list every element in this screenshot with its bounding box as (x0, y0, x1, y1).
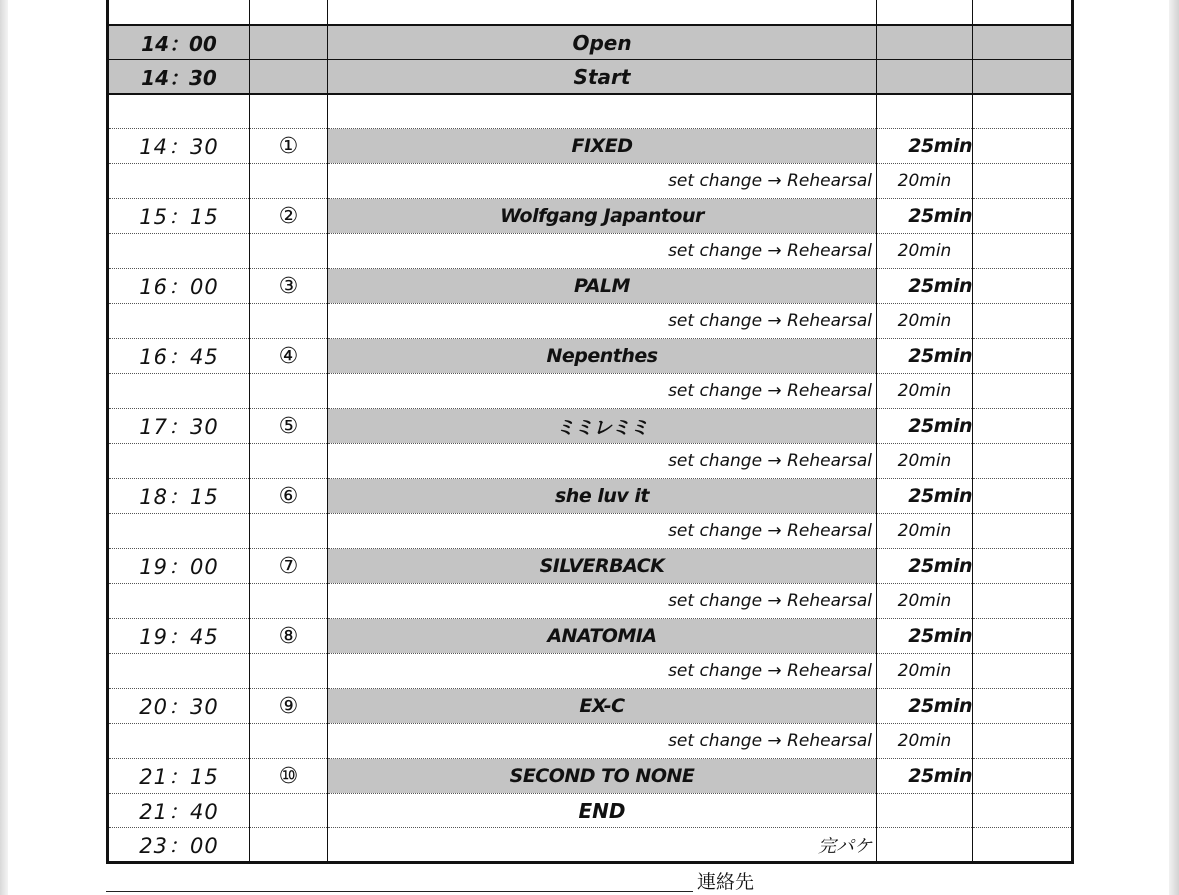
extra-cell (973, 129, 1073, 164)
performance-row (108, 619, 1073, 654)
performer-name: she luv it (328, 479, 877, 514)
performance-duration: 25min (877, 409, 973, 444)
empty-time-cell (108, 654, 250, 689)
performance-number: ① (250, 129, 328, 164)
contact-line (106, 891, 693, 892)
performer-name: EX-C (328, 689, 877, 724)
performer-name: ミミレミミ (328, 409, 877, 444)
gap-row (108, 94, 1073, 129)
set-change-duration: 20min (877, 234, 973, 269)
empty-time-cell (108, 164, 250, 199)
performance-row (108, 689, 1073, 724)
performer-name: ANATOMIA (328, 619, 877, 654)
set-change-row (108, 584, 1073, 619)
extra-cell (973, 654, 1073, 689)
performance-row (108, 759, 1073, 794)
performance-time: 17：30 (108, 409, 250, 444)
extra-cell (973, 759, 1073, 794)
performer-name: Nepenthes (328, 339, 877, 374)
extra-cell (973, 409, 1073, 444)
performance-row (108, 129, 1073, 164)
set-change-duration: 20min (877, 374, 973, 409)
set-change-label: set change → Rehearsal (328, 304, 877, 339)
set-change-duration: 20min (877, 724, 973, 759)
finish-row (108, 828, 1073, 863)
set-change-label: set change → Rehearsal (328, 234, 877, 269)
empty-num-cell (250, 584, 328, 619)
performance-number: ③ (250, 269, 328, 304)
set-change-duration: 20min (877, 654, 973, 689)
performance-duration: 25min (877, 619, 973, 654)
contact-label: 連絡先 (697, 871, 755, 893)
extra-cell (973, 339, 1073, 374)
extra-cell (973, 828, 1073, 863)
page-edge-left (0, 0, 8, 895)
performance-row (108, 199, 1073, 234)
empty-num-cell (250, 234, 328, 269)
empty-num-cell (250, 304, 328, 339)
start-label: Start (328, 60, 877, 95)
finish-label: 完パケ (328, 828, 877, 863)
empty-dur-cell (877, 794, 973, 828)
start-time: 14：30 (108, 60, 250, 95)
performance-number: ⑦ (250, 549, 328, 584)
set-change-duration: 20min (877, 444, 973, 479)
performance-time: 16：00 (108, 269, 250, 304)
performance-duration: 25min (877, 269, 973, 304)
empty-num-cell (250, 514, 328, 549)
empty-time-cell (108, 444, 250, 479)
extra-cell (973, 584, 1073, 619)
set-change-duration: 20min (877, 514, 973, 549)
performance-row (108, 339, 1073, 374)
set-change-label: set change → Rehearsal (328, 374, 877, 409)
performance-duration: 25min (877, 479, 973, 514)
performance-duration: 25min (877, 129, 973, 164)
set-change-row (108, 164, 1073, 199)
performance-number: ⑥ (250, 479, 328, 514)
set-change-duration: 20min (877, 164, 973, 199)
extra-cell (973, 374, 1073, 409)
extra-cell (973, 444, 1073, 479)
empty-num-cell (250, 444, 328, 479)
extra-cell (973, 724, 1073, 759)
extra-cell (973, 234, 1073, 269)
extra-cell (973, 794, 1073, 828)
extra-cell (973, 479, 1073, 514)
performance-duration: 25min (877, 549, 973, 584)
set-change-label: set change → Rehearsal (328, 584, 877, 619)
performer-name: SECOND TO NONE (328, 759, 877, 794)
empty-time-cell (108, 304, 250, 339)
performance-number: ④ (250, 339, 328, 374)
extra-cell (973, 514, 1073, 549)
empty-num-cell (250, 724, 328, 759)
extra-cell (973, 269, 1073, 304)
set-change-row (108, 724, 1073, 759)
open-label: Open (328, 25, 877, 60)
empty-time-cell (108, 724, 250, 759)
page-edge-right (1169, 0, 1179, 895)
extra-cell (973, 199, 1073, 234)
performance-number: ⑨ (250, 689, 328, 724)
performer-name: Wolfgang Japantour (328, 199, 877, 234)
empty-time-cell (108, 584, 250, 619)
end-row (108, 794, 1073, 828)
set-change-label: set change → Rehearsal (328, 514, 877, 549)
set-change-duration: 20min (877, 584, 973, 619)
performance-duration: 25min (877, 759, 973, 794)
empty-time-cell (108, 234, 250, 269)
empty-time-cell (108, 514, 250, 549)
empty-dur-cell (877, 828, 973, 863)
end-time: 21：40 (108, 794, 250, 828)
empty-num-cell (250, 164, 328, 199)
performance-time: 15：15 (108, 199, 250, 234)
empty-num-cell (250, 654, 328, 689)
set-change-row (108, 514, 1073, 549)
finish-time: 23：00 (108, 828, 250, 863)
extra-cell (973, 689, 1073, 724)
timetable-sheet (106, 0, 1071, 861)
performance-duration: 25min (877, 199, 973, 234)
performance-time: 19：00 (108, 549, 250, 584)
performer-name: SILVERBACK (328, 549, 877, 584)
set-change-row (108, 654, 1073, 689)
set-change-row (108, 304, 1073, 339)
set-change-duration: 20min (877, 304, 973, 339)
performance-time: 21：15 (108, 759, 250, 794)
set-change-label: set change → Rehearsal (328, 654, 877, 689)
start-row (108, 60, 1073, 95)
performance-number: ⑩ (250, 759, 328, 794)
performance-time: 14：30 (108, 129, 250, 164)
performance-number: ⑤ (250, 409, 328, 444)
set-change-label: set change → Rehearsal (328, 444, 877, 479)
extra-cell (973, 619, 1073, 654)
performance-number: ② (250, 199, 328, 234)
open-row (108, 25, 1073, 60)
empty-num-cell (250, 374, 328, 409)
set-change-row (108, 374, 1073, 409)
top-blank-row (108, 0, 1073, 25)
set-change-row (108, 444, 1073, 479)
performance-row (108, 479, 1073, 514)
set-change-label: set change → Rehearsal (328, 724, 877, 759)
extra-cell (973, 164, 1073, 199)
empty-time-cell (108, 374, 250, 409)
empty-num-cell (250, 828, 328, 863)
performance-row (108, 409, 1073, 444)
performer-name: FIXED (328, 129, 877, 164)
performance-duration: 25min (877, 689, 973, 724)
performer-name: PALM (328, 269, 877, 304)
performance-time: 20：30 (108, 689, 250, 724)
performance-row (108, 269, 1073, 304)
performance-number: ⑧ (250, 619, 328, 654)
performance-row (108, 549, 1073, 584)
extra-cell (973, 304, 1073, 339)
empty-num-cell (250, 794, 328, 828)
timetable (106, 0, 1074, 864)
set-change-row (108, 234, 1073, 269)
open-time: 14：00 (108, 25, 250, 60)
performance-time: 19：45 (108, 619, 250, 654)
performance-duration: 25min (877, 339, 973, 374)
extra-cell (973, 549, 1073, 584)
performance-time: 18：15 (108, 479, 250, 514)
end-label: END (328, 794, 877, 828)
set-change-label: set change → Rehearsal (328, 164, 877, 199)
performance-time: 16：45 (108, 339, 250, 374)
